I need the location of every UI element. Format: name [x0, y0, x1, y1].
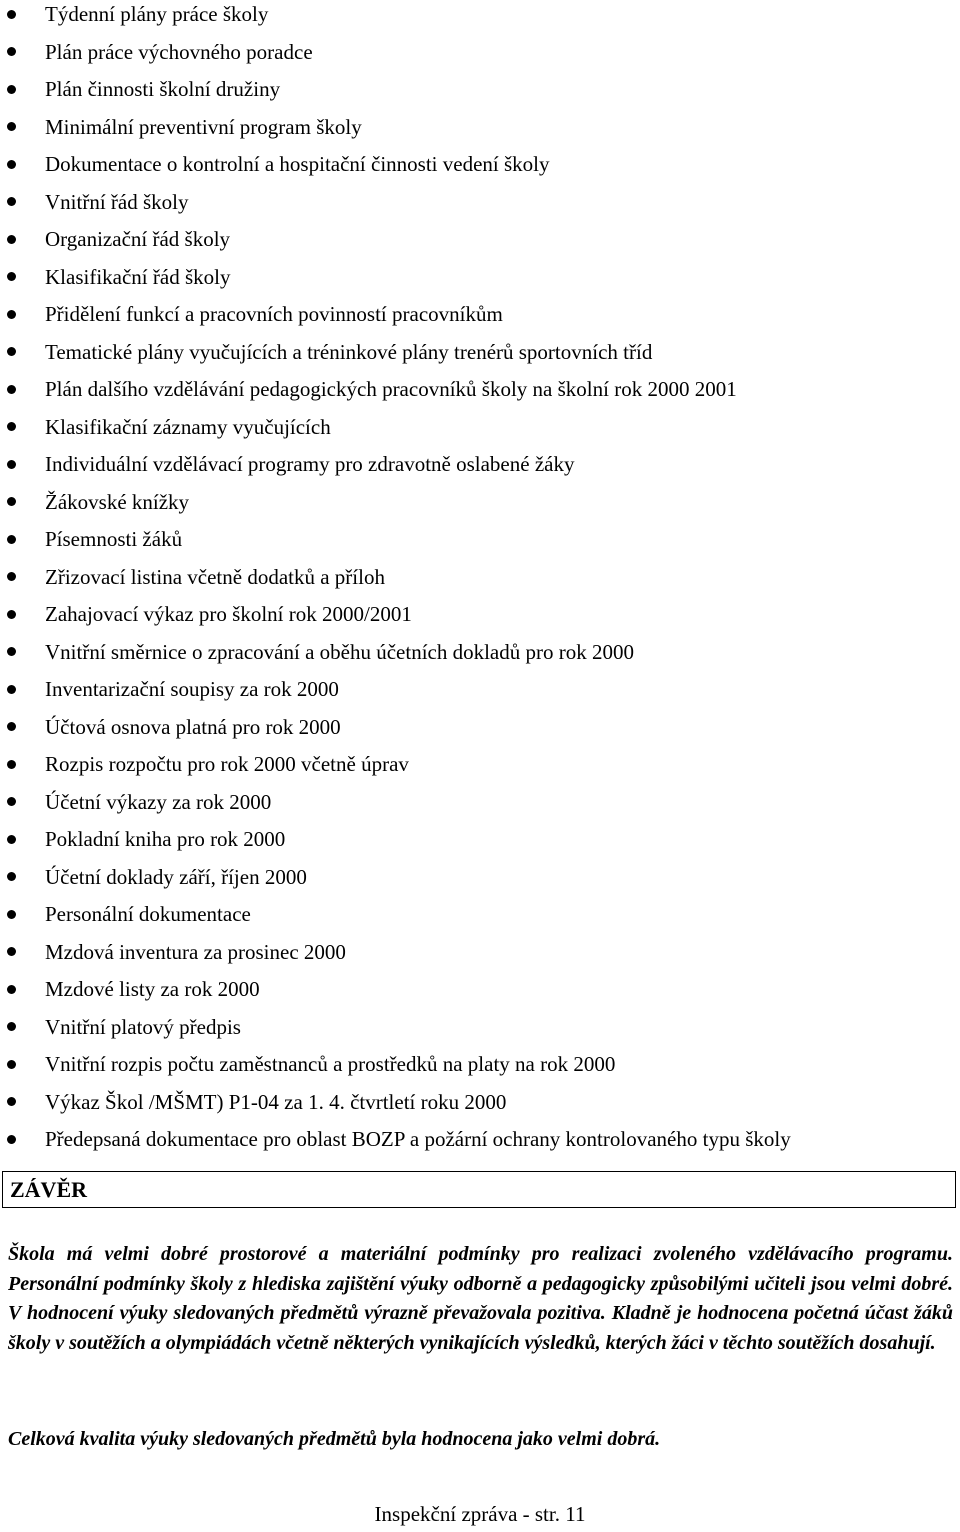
list-item-text: Tematické plány vyučujících a tréninkové plány trenérů sportovních tříd	[45, 339, 653, 364]
bullet-icon	[7, 347, 16, 356]
list-item	[0, 863, 960, 901]
list-item-text: Vnitřní řád školy	[45, 189, 189, 214]
list-item-text: Zahajovací výkaz pro školní rok 2000/2001	[45, 602, 412, 626]
bullet-icon	[7, 797, 16, 806]
list-item-text: Klasifikační záznamy vyučujících	[45, 414, 331, 439]
list-item	[0, 713, 960, 751]
list-item	[0, 1050, 960, 1088]
list-item	[0, 375, 960, 413]
list-item-text: Plán činnosti školní družiny	[45, 77, 281, 101]
list-item	[0, 975, 960, 1013]
list-item-text: Účetní výkazy za rok 2000	[45, 789, 272, 814]
bullet-icon	[7, 722, 16, 731]
bullet-icon	[7, 422, 16, 431]
bullet-icon	[7, 685, 16, 694]
bullet-icon	[7, 1135, 16, 1144]
bullet-icon	[7, 310, 16, 319]
list-item-text: Personální dokumentace	[45, 902, 251, 926]
list-item	[0, 38, 960, 76]
list-item-text: Plán práce výchovného poradce	[45, 39, 313, 64]
list-item	[0, 413, 960, 451]
bullet-icon	[7, 872, 16, 881]
conclusion-heading: ZÁVĚR	[10, 1177, 88, 1202]
list-item-text: Účtová osnova platná pro rok 2000	[45, 714, 341, 739]
list-item	[0, 75, 960, 113]
list-item	[0, 263, 960, 301]
list-item-text: Vnitřní směrnice o zpracování a oběhu účetních dokladů pro rok 2000	[45, 639, 634, 664]
bullet-icon	[7, 1097, 16, 1106]
conclusion-heading-box	[2, 1171, 956, 1208]
list-item-text: Klasifikační řád školy	[45, 264, 231, 289]
bullet-icon	[7, 647, 16, 656]
conclusion-final-statement: Celková kvalita výuky sledovaných předmětů byla hodnocena jako velmi dobrá.	[8, 1428, 661, 1450]
list-item	[0, 900, 960, 938]
list-item-text: Rozpis rozpočtu pro rok 2000 včetně úprav	[45, 752, 409, 776]
list-item-text: Pokladní kniha pro rok 2000	[45, 827, 286, 851]
list-item-text: Týdenní plány práce školy	[45, 2, 269, 26]
list-item	[0, 525, 960, 563]
conclusion-paragraph: Škola má velmi dobré prostorové a materiální podmínky pro realizaci zvoleného vzdělávacího programu. Personální podmínky školy z hlediska zajištění výuky odborně a pedagogicky způsobilými učiteli jsou velmi dobré. V hodnocení výuky sledovaných předmětů výrazně převažovala pozitiva. Kladně je hodnocena početná účast žáků školy v soutěžích a olympiádách včetně některých vynikajících výsledků, kterých žáci v těchto soutěžích dosahují.	[8, 1243, 953, 1354]
list-item-text: Vnitřní platový předpis	[45, 1014, 241, 1039]
list-item	[0, 150, 960, 188]
list-item	[0, 113, 960, 151]
list-item	[0, 300, 960, 338]
list-item	[0, 188, 960, 226]
list-item-text: Žákovské knížky	[45, 489, 190, 514]
list-item	[0, 638, 960, 676]
list-item	[0, 938, 960, 976]
list-item	[0, 338, 960, 376]
list-item-text: Inventarizační soupisy za rok 2000	[45, 677, 339, 701]
bullet-icon	[7, 835, 16, 844]
list-item-text: Organizační řád školy	[45, 227, 231, 251]
list-item-text: Minimální preventivní program školy	[45, 114, 362, 139]
bullet-icon	[7, 460, 16, 469]
bullet-icon	[7, 197, 16, 206]
bullet-icon	[7, 235, 16, 244]
list-item-text: Plán dalšího vzdělávání pedagogických pracovníků školy na školní rok 2000 2001	[45, 377, 737, 401]
page-footer: Inspekční zpráva - str. 11	[374, 1502, 586, 1526]
bullet-icon	[7, 10, 16, 19]
list-item-text: Písemnosti žáků	[45, 527, 183, 551]
list-item	[0, 1013, 960, 1051]
list-item	[0, 488, 960, 526]
bullet-icon	[7, 535, 16, 544]
bullet-icon	[7, 760, 16, 769]
list-item-text: Předepsaná dokumentace pro oblast BOZP a požární ochrany kontrolovaného typu školy	[45, 1127, 791, 1151]
bullet-icon	[7, 122, 16, 131]
list-item	[0, 450, 960, 488]
list-item	[0, 825, 960, 863]
list-item-text: Mzdová inventura za prosinec 2000	[45, 939, 346, 964]
list-item-text: Dokumentace o kontrolní a hospitační činnosti vedení školy	[45, 152, 550, 176]
bullet-icon	[7, 610, 16, 619]
bullet-icon	[7, 1060, 16, 1069]
list-item	[0, 225, 960, 263]
bullet-icon	[7, 160, 16, 169]
bullet-icon	[7, 985, 16, 994]
bullet-icon	[7, 1022, 16, 1031]
bullet-icon	[7, 947, 16, 956]
list-item-text: Výkaz Škol /MŠMT) P1-04 za 1. 4. čtvrtletí roku 2000	[45, 1089, 507, 1114]
list-item	[0, 563, 960, 601]
bullet-icon	[7, 910, 16, 919]
bullet-icon	[7, 85, 16, 94]
bullet-icon	[7, 272, 16, 281]
list-item-text: Mzdové listy za rok 2000	[45, 977, 260, 1001]
list-item	[0, 750, 960, 788]
list-item	[0, 675, 960, 713]
list-item	[0, 0, 960, 38]
list-item	[0, 1088, 960, 1126]
list-item-text: Účetní doklady září, říjen 2000	[45, 864, 307, 889]
list-item-text: Přidělení funkcí a pracovních povinností pracovníkům	[45, 302, 503, 326]
list-item-text: Vnitřní rozpis počtu zaměstnanců a prostředků na platy na rok 2000	[45, 1052, 616, 1076]
list-item	[0, 788, 960, 826]
list-item	[0, 600, 960, 638]
bullet-icon	[7, 385, 16, 394]
list-item-text: Individuální vzdělávací programy pro zdravotně oslabené žáky	[45, 452, 575, 476]
list-item	[0, 1125, 960, 1163]
list-item-text: Zřizovací listina včetně dodatků a příloh	[45, 564, 385, 589]
bullet-icon	[7, 497, 16, 506]
bullet-icon	[7, 47, 16, 56]
bullet-icon	[7, 572, 16, 581]
